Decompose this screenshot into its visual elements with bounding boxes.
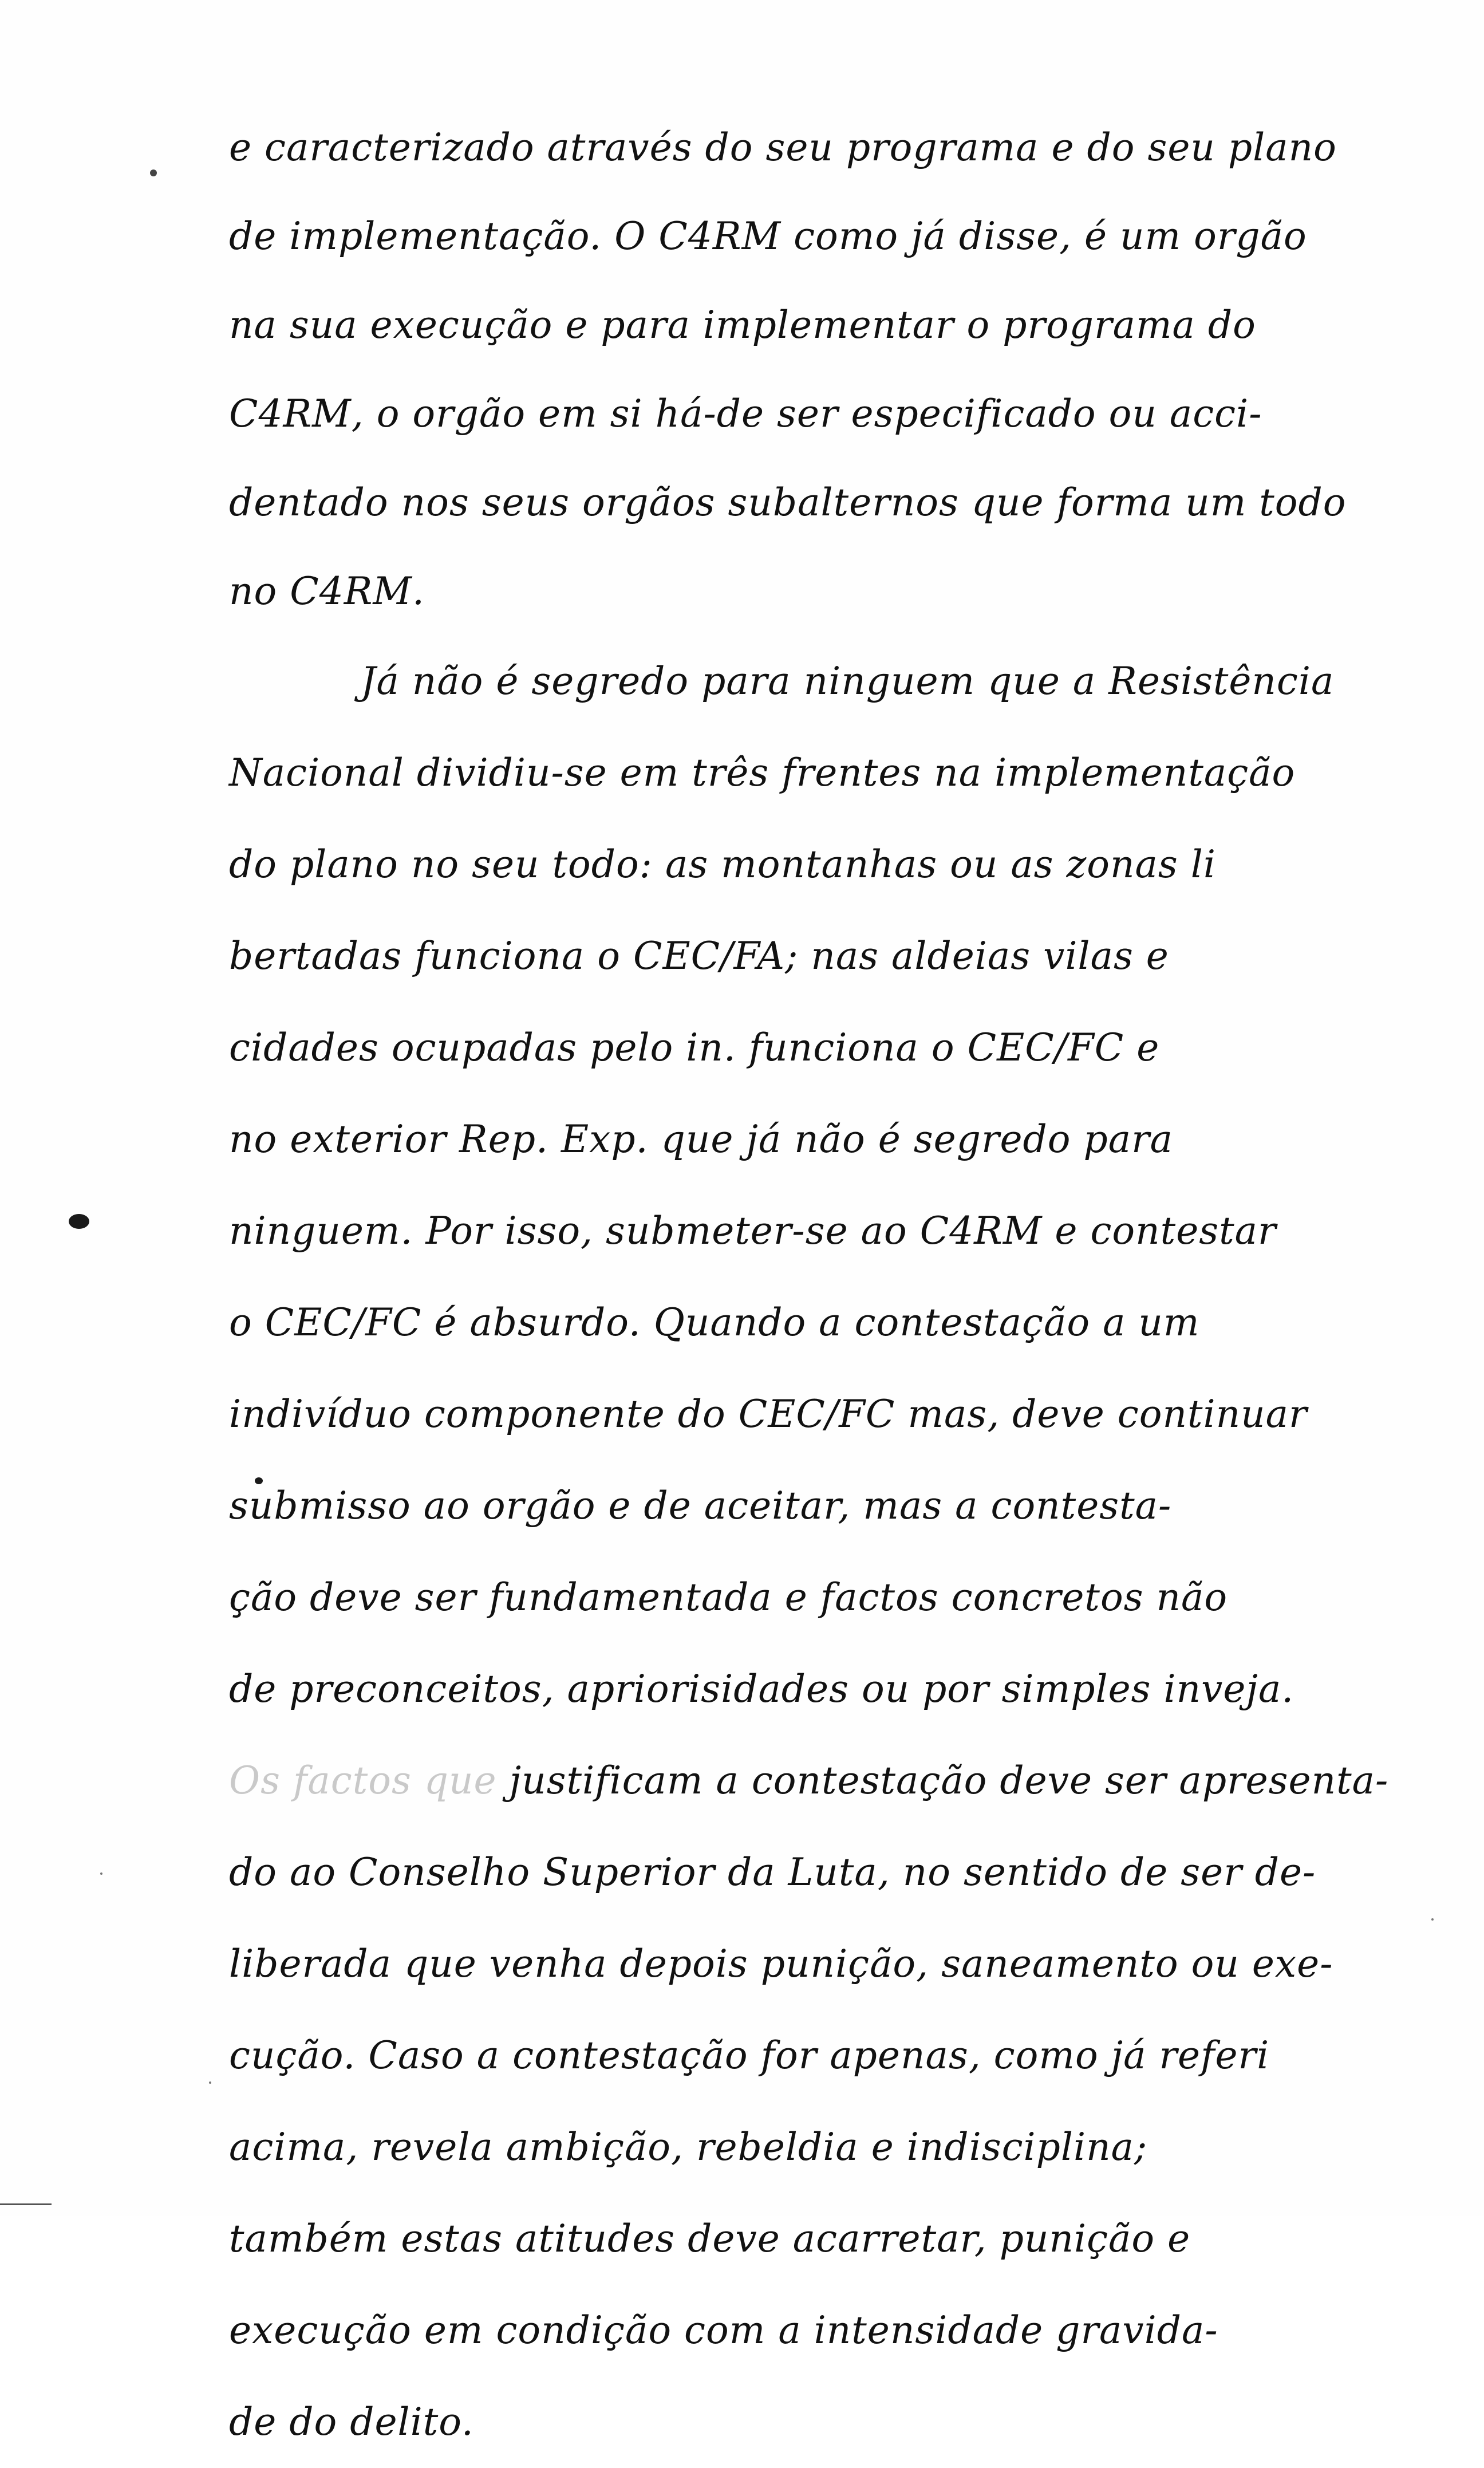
text-line: liberada que venha depois punição, saneamento ou exe- xyxy=(229,1942,1333,1986)
text-line: execução em condição com a intensidade gravida- xyxy=(229,2308,1218,2352)
text-line: ção deve ser fundamentada e factos concretos não xyxy=(229,1575,1228,1619)
margin-speck xyxy=(209,2081,211,2084)
bottom-edge-mark xyxy=(0,2203,52,2205)
text-line: do plano no seu todo: as montanhas ou as zonas li xyxy=(229,842,1216,886)
text-line: acima, revela ambição, rebeldia e indisciplina; xyxy=(229,2125,1148,2169)
text-line: C4RM, o orgão em si há-de ser especificado ou acci- xyxy=(229,392,1262,436)
margin-ink-dot xyxy=(150,169,157,176)
text-line: bertadas funciona o CEC/FA; nas aldeias vilas e xyxy=(229,934,1169,978)
text-line: submisso ao orgão e de aceitar, mas a contesta- xyxy=(229,1484,1172,1528)
handwritten-text xyxy=(229,103,1397,2468)
margin-speck xyxy=(100,1872,102,1875)
text-line: Já não é segredo para ninguem que a Resistência xyxy=(361,659,1335,703)
margin-ink-blot xyxy=(69,1214,89,1229)
text-line-with-faded-start xyxy=(229,1735,1397,1827)
margin-speck xyxy=(1431,1918,1434,1921)
paragraph-1 xyxy=(229,103,1397,636)
paragraph-2 xyxy=(229,636,1397,2468)
text-line: também estas atitudes deve acarretar, punição e xyxy=(229,2217,1191,2261)
text-line: de implementação. O C4RM como já disse, é um orgão xyxy=(229,214,1307,258)
text-line: na sua execução e para implementar o programa do xyxy=(229,303,1256,347)
text-line: cidades ocupadas pelo in. funciona o CEC/FC e xyxy=(229,1026,1160,1070)
text-line: dentado nos seus orgãos subalternos que forma um todo xyxy=(229,480,1347,525)
text-line: Nacional dividiu-se em três frentes na implementação xyxy=(229,751,1296,795)
text-line: no exterior Rep. Exp. que já não é segredo para xyxy=(229,1117,1174,1161)
text-line-rest: justificam a contestação deve ser apresenta- xyxy=(509,1759,1389,1803)
text-line: indivíduo componente do CEC/FC mas, deve continuar xyxy=(229,1392,1308,1436)
text-line: do ao Conselho Superior da Luta, no sentido de ser de- xyxy=(229,1850,1316,1894)
text-line: e caracterizado através do seu programa e do seu plano xyxy=(229,125,1337,169)
text-line: de preconceitos, apriorisidades ou por simples inveja. xyxy=(229,1667,1294,1711)
text-line: cução. Caso a contestação for apenas, como já referi xyxy=(229,2033,1270,2077)
text-line: no C4RM. xyxy=(229,569,425,613)
faded-text: Os factos que xyxy=(229,1759,510,1803)
text-line: ninguem. Por isso, submeter-se ao C4RM e contestar xyxy=(229,1209,1277,1253)
text-line: o CEC/FC é absurdo. Quando a contestação a um xyxy=(229,1300,1200,1345)
text-line: de do delito. xyxy=(229,2400,474,2444)
